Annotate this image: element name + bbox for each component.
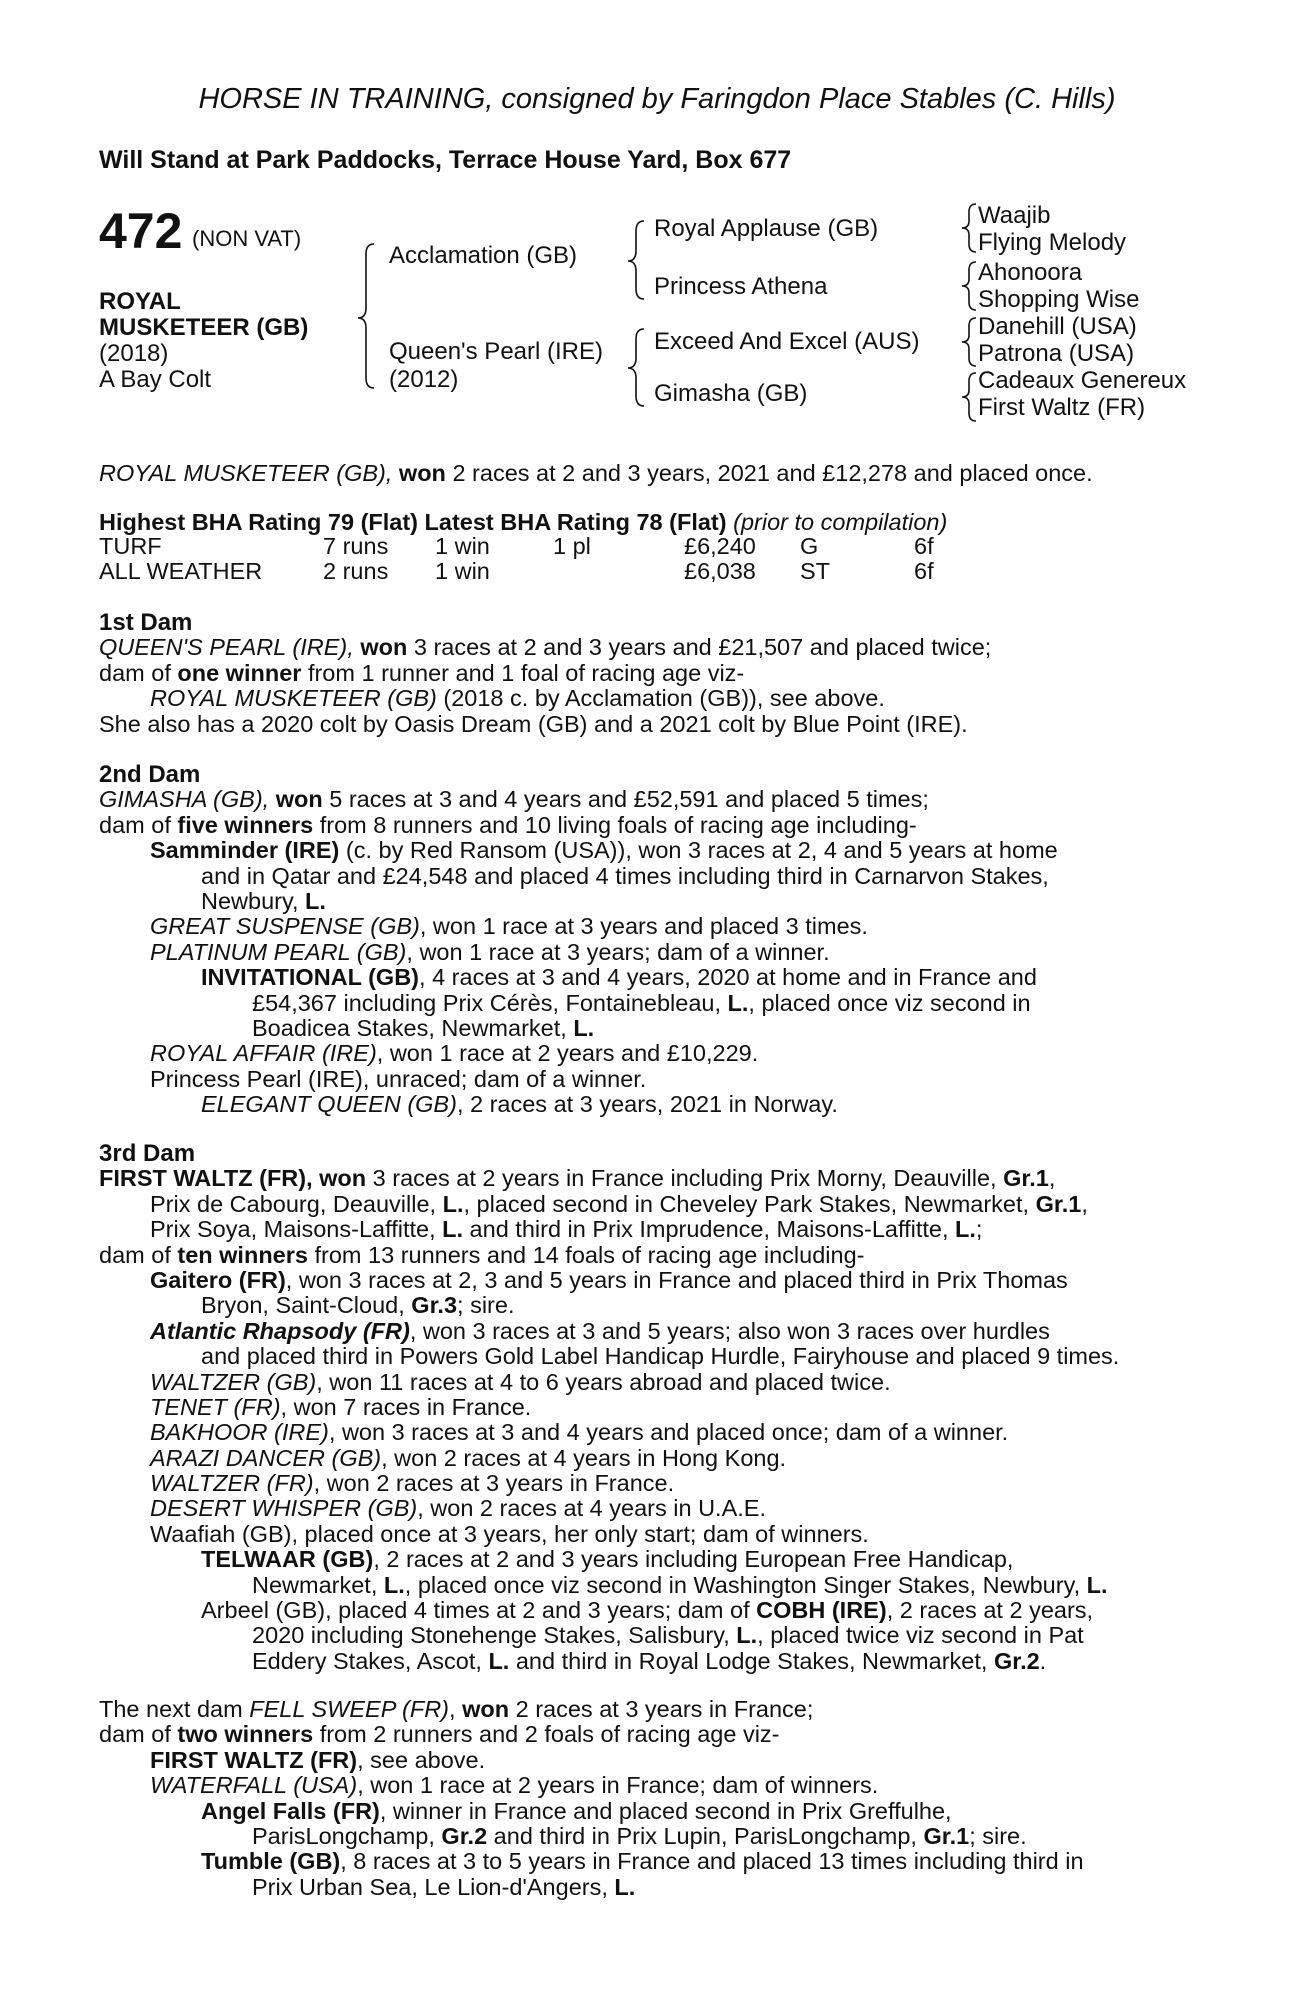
section-heading: 2nd Dam [99,761,201,788]
next-dam-section: The next dam FELL SWEEP (FR), won 2 races at 3 years in France; dam of two winners from 2 runners and 2 foals of racing age viz- FIRST WALTZ (FR), see above. WATERFALL (USA), won 1 race at 2 years in France; dam of winners. Angel Falls (FR), winner in France and placed second in Prix Greffulhe, ParisLongchamp, Gr.2 and third in Prix Lupin, ParisLongchamp, Gr.1; sire. Tumble (GB), 8 races at 3 to 5 years in France and placed 13 times including third in Prix Urban Sea, Le Lion-d'Angers, L. [99,1696,1084,1900]
pedigree-gen3-6: Patrona (USA) [978,340,1135,367]
table-row: ALL WEATHER 2 runs 1 win £6,038 ST 6f [99,558,934,585]
pedigree-gen3-1: Waajib [978,202,1051,229]
section-heading: 1st Dam [99,609,193,636]
horse-name-line1: ROYAL [99,288,181,315]
pedigree-sire-dam: Princess Athena [654,273,828,300]
pedigree-gen3-4: Shopping Wise [978,286,1140,313]
first-dam-section: 1st Dam QUEEN'S PEARL (IRE), won 3 races at 2 and 3 years and £21,507 and placed twice; dam of one winner from 1 runner and 1 foal of racing age viz- ROYAL MUSKETEER (GB) (2018 c. by Acclamation (GB)), see above. She also has a 2020 colt by Oasis Dream (GB) and a 2021 colt by Blue Point (IRE). [99,610,1199,737]
second-dam-section: 2nd Dam GIMASHA (GB), won 5 races at 3 and 4 years and £52,591 and placed 5 times; dam of five winners from 8 runners and 10 living foals of racing age including- Samminder (IRE) (c. by Red Ransom (USA)), won 3 races at 2, 4 and 5 years at home and in Qatar and £24,548 and placed 4 times including third in Carnarvon Stakes, Newbury, L. GREAT SUSPENSE (GB), won 1 race at 3 years and placed 3 times. PLATINUM PEARL (GB), won 1 race at 3 years; dam of a winner. INVITATIONAL (GB), 4 races at 3 and 4 years, 2020 at home and in France and £54,367 including Prix Cérès, Fontainebleau, L., placed once viz second in Boadicea Stakes, Newmarket, L. ROYAL AFFAIR (IRE), won 1 race at 2 years and £10,229. Princess Pearl (IRE), unraced; dam of a winner. ELEGANT QUEEN (GB), 2 races at 3 years, 2021 in Norway. [99,762,1199,1117]
pedigree-sire-sire: Royal Applause (GB) [654,215,879,242]
vat-status: (NON VAT) [192,226,302,251]
section-heading: 3rd Dam [99,1140,196,1167]
table-row: TURF 7 runs 1 win 1 pl £6,240 G 6f [99,533,934,559]
lot-number: 472 [99,203,183,259]
pedigree-gen3-3: Ahonoora [978,259,1083,286]
pedigree-dam: Queen's Pearl (IRE) [389,338,603,365]
horse-name-line2: MUSKETEER (GB) [99,314,309,341]
pedigree-gen3-8: First Waltz (FR) [978,394,1146,421]
bha-rating: Highest BHA Rating 79 (Flat) Latest BHA Rating 78 (Flat) (prior to compilation) [99,509,948,535]
third-dam-section: 3rd Dam FIRST WALTZ (FR), won 3 races at 2 years in France including Prix Morny, Deauville, Gr.1, Prix de Cabourg, Deauville, L., placed second in Cheveley Park Stakes, Newmarket, Gr.1, Prix Soya, Maisons-Laffitte, L. and third in Prix Imprudence, Maisons-Laffitte, L.; dam of ten winners from 13 runners and 14 foals of racing age including- Gaitero (FR), won 3 races at 2, 3 and 5 years in France and placed third in Prix Thomas Bryon, Saint-Cloud, Gr.3; sire. Atlantic Rhapsody (FR), won 3 races at 3 and 5 years; also won 3 races over hurdles and placed third in Powers Gold Label Handicap Hurdle, Fairyhouse and placed 9 times. WALTZER (GB), won 11 races at 4 to 6 years abroad and placed twice. TENET (FR), won 7 races in France. BAKHOOR (IRE), won 3 races at 3 and 4 years and placed once; dam of a winner. ARAZI DANCER (GB), won 2 races at 4 years in Hong Kong. WALTZER (FR), won 2 races at 3 years in France. DESERT WHISPER (GB), won 2 races at 4 years in U.A.E. Waafiah (GB), placed once at 3 years, her only start; dam of winners. TELWAAR (GB), 2 races at 2 and 3 years including European Free Handicap, Newmarket, L., placed once viz second in Washington Singer Stakes, Newbury, L. Arbeel (GB), placed 4 times at 2 and 3 years; dam of COBH (IRE), 2 races at 2 years, 2020 including Stonehenge Stakes, Salisbury, L., placed twice viz second in Pat Eddery Stakes, Ascot, L. and third in Royal Lodge Stakes, Newmarket, Gr.2. [99,1141,1199,1674]
stand-location: Will Stand at Park Paddocks, Terrace House Yard, Box 677 [99,146,792,174]
pedigree-dam-year: (2012) [389,366,459,393]
pedigree-dam-dam: Gimasha (GB) [654,380,808,407]
pedigree-gen3-5: Danehill (USA) [978,313,1137,340]
pedigree-dam-sire: Exceed And Excel (AUS) [654,328,920,355]
pedigree-sire: Acclamation (GB) [389,242,578,269]
race-summary: ROYAL MUSKETEER (GB), won 2 races at 2 and 3 years, 2021 and £12,278 and placed once. [99,460,1093,486]
pedigree-gen3-7: Cadeaux Genereux [978,367,1187,394]
foaling-year: (2018) [99,340,169,367]
pedigree-gen3-2: Flying Melody [978,229,1127,256]
catalogue-header: HORSE IN TRAINING, consigned by Faringdon Place Stables (C. Hills) [198,83,1116,115]
horse-description: A Bay Colt [99,366,212,393]
race-record-table [99,534,934,585]
